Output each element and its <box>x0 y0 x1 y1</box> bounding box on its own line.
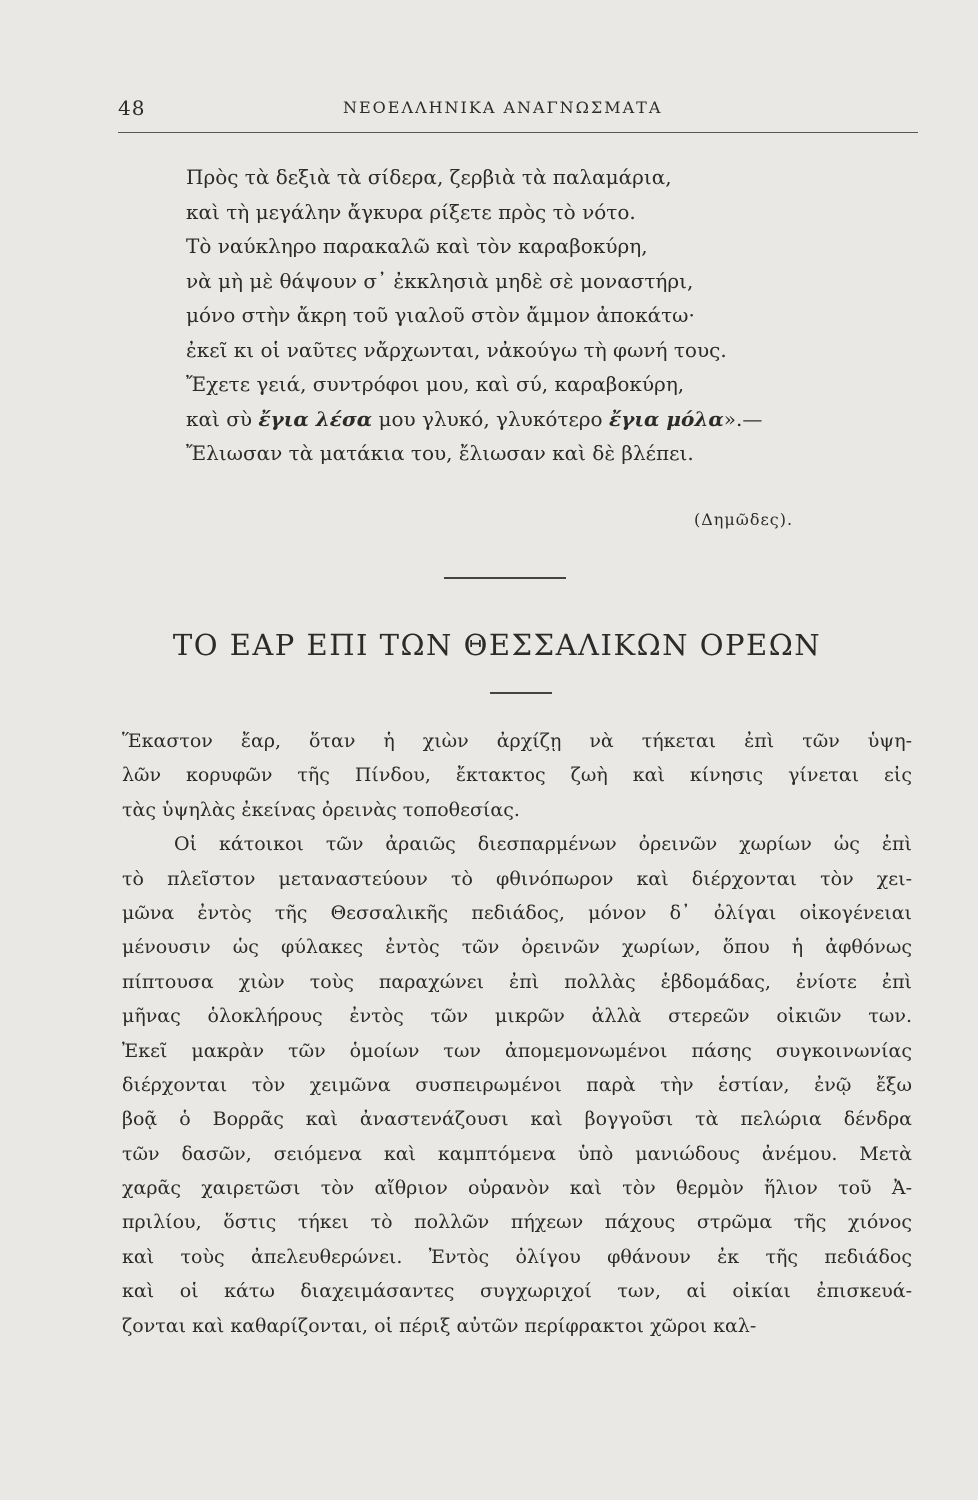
prose-line: πριλίου, ὅστις τήκει τὸ πολλῶν πήχεων πάχους στρῶμα τῆς χιόνος <box>122 1211 912 1234</box>
prose-line: καὶ τοὺς ἀπελευθερώνει. Ἐντὸς ὀλίγου φθάνουν ἐκ τῆς πεδιάδος <box>122 1245 912 1268</box>
poem-text: ».— <box>723 406 763 431</box>
page-number: 48 <box>118 96 146 120</box>
poem <box>186 160 886 471</box>
poem-line <box>186 367 886 402</box>
poem-line <box>186 298 886 333</box>
poem-line <box>186 160 886 195</box>
prose-line: τὰς ὑψηλὰς ἐκείνας ὀρεινὰς τοποθεσίας. <box>122 798 520 821</box>
prose-line: Οἱ κάτοικοι τῶν ἀραιῶς διεσπαρμένων ὀρεινῶν χωρίων ὡς ἐπὶ <box>174 833 912 856</box>
running-title: ΝΕΟΕΛΛΗΝΙΚΑ ΑΝΑΓΝΩΣΜΑΤΑ <box>343 98 663 117</box>
poem-text: Ἔλιωσαν τὰ ματάκια του, ἔλιωσαν καὶ δὲ βλέπει. <box>186 441 694 465</box>
poem-text: μου γλυκό, γλυκότερο <box>372 406 609 431</box>
prose-line: καὶ οἱ κάτω διαχειμάσαντες συγχωριχοί των, αἱ οἰκίαι ἐπισκευά- <box>122 1280 912 1303</box>
section-title: ΤΟ ΕΑΡ ΕΠΙ ΤΩΝ ΘΕΣΣΑΛΙΚΩΝ ΟΡΕΩΝ <box>172 628 822 662</box>
poem-text: νὰ μὴ μὲ θάψουν σ᾽ ἐκκλησιὰ μηδὲ σὲ μοναστήρι, <box>186 268 694 293</box>
prose-line: μένουσιν ὡς φύλακες ἐντὸς τῶν ὀρεινῶν χωρίων, ὅπου ἡ ἀφθόνως <box>122 936 912 959</box>
section-separator <box>444 577 566 579</box>
poem-text: Πρὸς τὰ δεξιὰ τὰ σίδερα, ζερβιὰ τὰ παλαμάρια, <box>186 165 672 189</box>
prose-line: μῶνα ἐντὸς τῆς Θεσσαλικῆς πεδιάδος, μόνον δ᾽ ὀλίγαι οἰκογένειαι <box>122 901 912 924</box>
poem-text: Ἔχετε γειά, συντρόφοι μου, καὶ σύ, καραβοκύρη, <box>186 372 685 396</box>
prose-line: μῆνας ὁλοκλήρους ἐντὸς τῶν μικρῶν ἀλλὰ στερεῶν οἰκιῶν των. <box>122 1005 912 1028</box>
poem-line <box>186 402 886 437</box>
prose-line: λῶν κορυφῶν τῆς Πίνδου, ἔκτακτος ζωὴ καὶ κίνησις γίνεται εἰς <box>122 764 912 787</box>
prose-line: βοᾷ ὁ Βορρᾶς καὶ ἀναστενάζουσι καὶ βογγοῦσι τὰ πελώρια δένδρα <box>122 1108 912 1131</box>
prose-line: πίπτουσα χιὼν τοὺς παραχώνει ἐπὶ πολλὰς ἑβδομάδας, ἐνίοτε ἐπὶ <box>122 970 912 993</box>
header-rule <box>118 132 918 133</box>
poem-line <box>186 333 886 368</box>
poem-source: (Δημῶδες). <box>694 510 794 529</box>
prose-line: τῶν δασῶν, σειόμενα καὶ καμπτόμενα ὑπὸ μανιώδους ἀνέμου. Μετὰ <box>122 1142 912 1165</box>
prose-body <box>122 724 912 1343</box>
prose-line: τὸ πλεῖστον μεταναστεύουν τὸ φθινόπωρον καὶ διέρχονται τὸν χει- <box>122 867 912 890</box>
poem-line <box>186 195 886 230</box>
poem-line <box>186 436 886 471</box>
prose-line: διέρχονται τὸν χειμῶνα συσπειρωμένοι παρὰ τὴν ἑστίαν, ἐνῷ ἔξω <box>122 1073 912 1096</box>
prose-line: Ἕκαστον ἔαρ, ὅταν ἡ χιὼν ἀρχίζῃ νὰ τήκεται ἐπὶ τῶν ὑψη- <box>122 730 912 752</box>
poem-line <box>186 264 886 299</box>
prose-line: ζονται καὶ καθαρίζονται, οἱ πέριξ αὐτῶν περίφρακτοι χῶροι καλ- <box>122 1314 757 1337</box>
title-underline <box>490 692 552 694</box>
poem-text: μόνο στὴν ἄκρη τοῦ γιαλοῦ στὸν ἄμμον ἀποκάτω· <box>186 303 695 327</box>
poem-text: ἐκεῖ κι οἱ ναῦτες νἄρχωνται, νἀκούγω τὴ φωνή τους. <box>186 337 727 362</box>
poem-text: Τὸ ναύκληρο παρακαλῶ καὶ τὸν καραβοκύρη, <box>186 234 648 258</box>
page-header <box>118 96 918 126</box>
prose-line: χαρᾶς χαιρετῶσι τὸν αἴθριον οὐρανὸν καὶ τὸν θερμὸν ἥλιον τοῦ Ἀ- <box>122 1177 912 1200</box>
poem-text: καὶ σὺ <box>186 406 259 431</box>
emphasized-text: ἔγια μόλα <box>608 406 724 431</box>
prose-line: Ἐκεῖ μακρὰν τῶν ὁμοίων των ἀπομεμονωμένοι πάσης συγκοινωνίας <box>122 1039 912 1062</box>
emphasized-text: ἔγια λέσα <box>258 406 373 431</box>
poem-line <box>186 229 886 264</box>
poem-text: καὶ τὴ μεγάλην ἄγκυρα ρίξετε πρὸς τὸ νότο. <box>186 199 636 224</box>
